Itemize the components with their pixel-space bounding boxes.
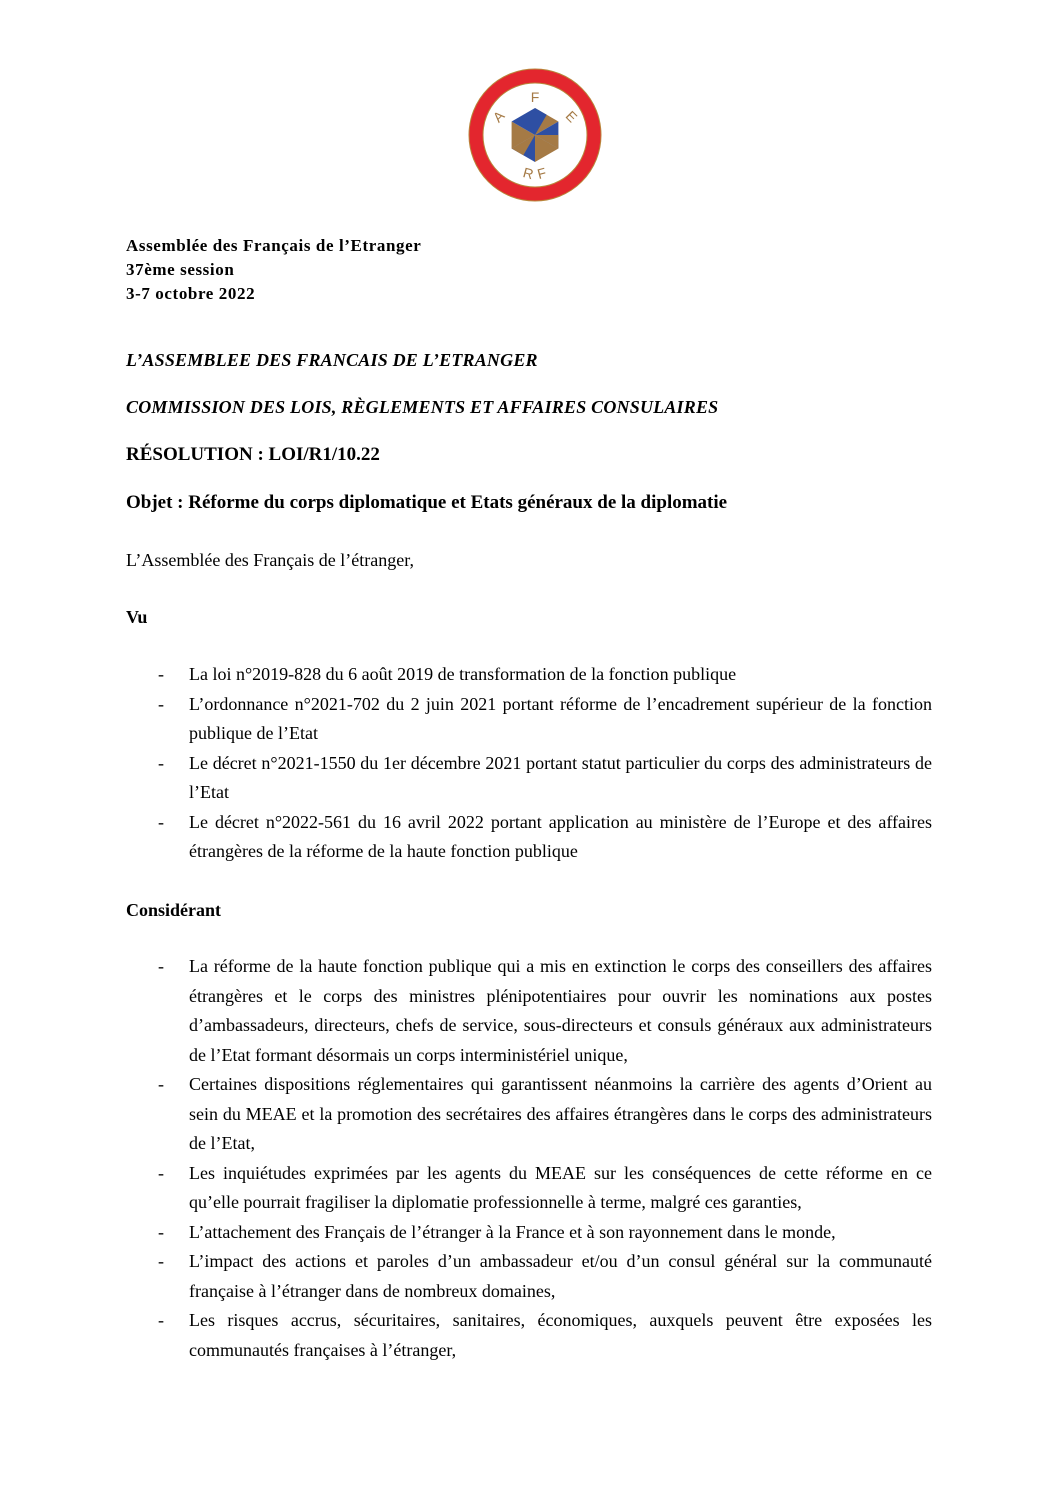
bullet-dash: -	[158, 1251, 164, 1271]
bullet-dash: -	[158, 1221, 164, 1242]
bullet-dash: -	[158, 1162, 164, 1183]
list-item	[126, 1306, 932, 1365]
organization-name: Assemblée des Français de l’Etranger	[126, 236, 422, 255]
considerant-list	[126, 952, 932, 1365]
logo-letter-a: A	[489, 107, 508, 126]
resolution-object: Objet : Réforme du corps diplomatique et Etats généraux de la diplomatie	[126, 492, 728, 513]
afe-logo	[465, 65, 605, 205]
list-item	[126, 952, 932, 1070]
list-item-text: L’attachement des Français de l’étranger à la France et à son rayonnement dans le monde,	[189, 1221, 836, 1242]
bullet-dash: -	[158, 811, 164, 832]
list-item-text: L’ordonnance n°2021-702 du 2 juin 2021 portant réforme de l’encadrement supérieur de la fonction publique de l’Etat	[189, 693, 932, 743]
list-item	[126, 690, 932, 749]
list-item-text: Le décret n°2021-1550 du 1er décembre 2021 portant statut particulier du corps des administrateurs de l’Etat	[189, 752, 932, 802]
bullet-dash: -	[158, 752, 164, 773]
list-item-text: La loi n°2019-828 du 6 août 2019 de transformation de la fonction publique	[189, 664, 737, 684]
document-header	[126, 234, 421, 306]
considerant-heading: Considérant	[126, 900, 222, 920]
list-item-text: L’impact des actions et paroles d’un ambassadeur et/ou d’un consul général sur la communauté française à l’étranger dans de nombreux domaines,	[189, 1251, 932, 1301]
list-item	[126, 660, 932, 690]
resolution-number: RÉSOLUTION : LOI/R1/10.22	[126, 444, 380, 465]
bullet-dash: -	[158, 956, 164, 976]
list-item	[126, 1070, 932, 1159]
list-item-text: Certaines dispositions réglementaires qui garantissent néanmoins la carrière des agents d’Orient au sein du MEAE et la promotion des secrétaires des affaires étrangères dans le corps des administrateurs de l’Etat,	[189, 1074, 932, 1153]
logo-letter-r: R	[521, 164, 536, 183]
list-item-text: Les inquiétudes exprimées par les agents du MEAE sur les conséquences de cette réforme en ce qu’elle pourrait fragiliser la diplomatie professionnelle à terme, malgré ces garanties,	[189, 1162, 932, 1212]
bullet-dash: -	[158, 1310, 164, 1330]
list-item	[126, 1247, 932, 1306]
list-item-text: Les risques accrus, sécuritaires, sanitaires, économiques, auxquels peuvent être exposées les communautés françaises à l’étranger,	[189, 1310, 932, 1360]
vu-list	[126, 660, 932, 867]
session-dates: 3-7 octobre 2022	[126, 284, 256, 303]
logo-letter-f-top: F	[530, 89, 540, 105]
assembly-title: L’ASSEMBLEE DES FRANCAIS DE L’ETRANGER	[126, 350, 538, 370]
list-item-text: Le décret n°2022-561 du 16 avril 2022 portant application au ministère de l’Europe et des affaires étrangères de la réforme de la haute fonction publique	[189, 811, 932, 861]
bullet-dash: -	[158, 1074, 164, 1094]
list-item	[126, 1218, 932, 1248]
logo-letter-e: E	[562, 107, 581, 126]
vu-heading: Vu	[126, 607, 148, 627]
list-item	[126, 808, 932, 867]
commission-title: COMMISSION DES LOIS, RÈGLEMENTS ET AFFAIRES CONSULAIRES	[126, 397, 719, 417]
intro-text: L’Assemblée des Français de l’étranger,	[126, 550, 415, 570]
session-label: 37ème session	[126, 260, 235, 279]
bullet-dash: -	[158, 693, 164, 714]
list-item	[126, 1159, 932, 1218]
list-item-text: La réforme de la haute fonction publique qui a mis en extinction le corps des conseillers des affaires étrangères et le corps des ministres plénipotentiaires pour ouvrir les nominations aux postes d’ambassadeurs, directeurs, chefs de service, sous-directeurs et consuls généraux aux administrateurs de l’Etat formant désormais un corps interministériel unique,	[189, 956, 932, 1065]
bullet-dash: -	[158, 664, 164, 684]
list-item	[126, 749, 932, 808]
logo-letter-f-bottom: F	[535, 164, 548, 183]
